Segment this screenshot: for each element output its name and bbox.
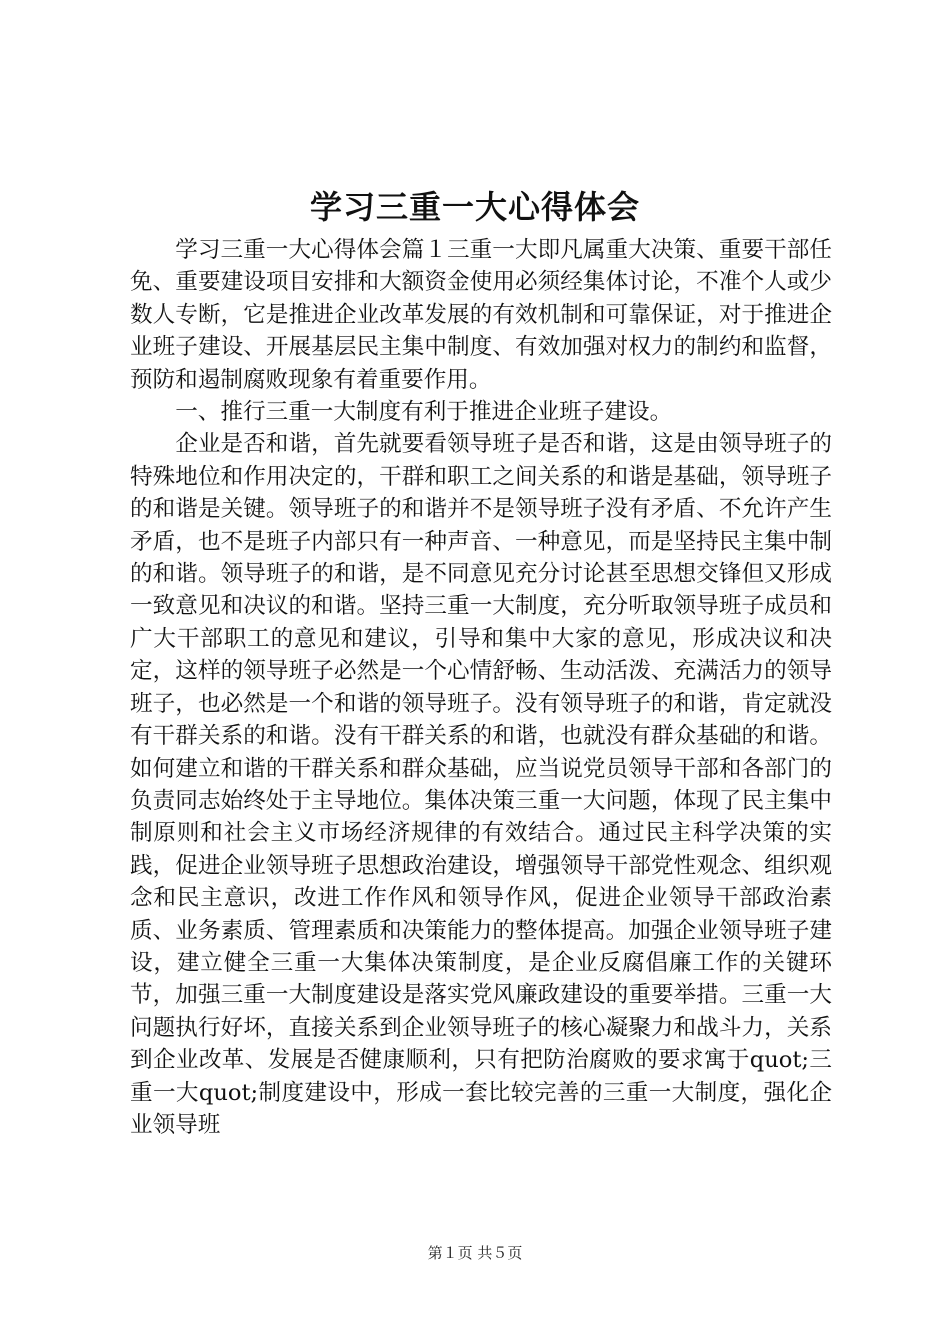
document-title: 学习三重一大心得体会 — [309, 188, 640, 226]
paragraph-main: 企业是否和谐，首先就要看领导班子是否和谐，这是由领导班子的特殊地位和作用决定的，干群和职工之间关系的和谐是基础，领导班子的和谐是关键。领导班子的和谐并不是领导班子没有矛盾、不允许产生矛盾，也不是班子内部只有一种声音、一种意见，而是坚持民主集中制的和谐。领导班子的和谐，是不同意见充分讨论甚至思想交锋但又形成一致意见和决议的和谐。坚持三重一大制度，充分听取领导班子成员和广大干部职工的意见和建议，引导和集中大家的意见，形成决议和决定，这样的领导班子必然是一个心情舒畅、生动活泼、充满活力的领导班子，也必然是一个和谐的领导班子。没有领导班子的和谐，肯定就没有干群关系的和谐。没有干群关系的和谐，也就没有群众基础的和谐。如何建立和谐的干群关系和群众基础，应当说党员领导干部和各部门的负责同志始终处于主导地位。集体决策三重一大问题，体现了民主集中制原则和社会主义市场经济规律的有效结合。通过民主科学决策的实践，促进企业领导班子思想政治建设，增强领导干部党性观念、组织观念和民主意识，改进工作作风和领导作风，促进企业领导干部政治素质、业务素质、管理素质和决策能力的整体提高。加强企业领导班子建设，建立健全三重一大集体决策制度，是企业反腐倡廉工作的关键环节，加强三重一大制度建设是落实党风廉政建设的重要举措。三重一大问题执行好坏，直接关系到企业领导班子的核心凝聚力和战斗力，关系到企业改革、发展是否健康顺利，只有把防治腐败的要求寓于quot;三重一大quot;制度建设中，形成一套比较完善的三重一大制度，强化企业领导班 — [130, 431, 832, 1138]
paragraph-section-heading: 一、推行三重一大制度有利于推进企业班子建设。 — [175, 399, 673, 426]
paragraph-intro: 学习三重一大心得体会篇１三重一大即凡属重大决策、重要干部任免、重要建设项目安排和大额资金使用必须经集体讨论，不准个人或少数人专断，它是推进企业改革发展的有效机制和可靠保证，对于推进企业班子建设、开展基层民主集中制度、有效加强对权力的制约和监督，预防和遏制腐败现象有着重要作用。 — [130, 237, 832, 393]
page-number-footer: 第１页 共５页 — [427, 1244, 523, 1262]
document-body — [130, 234, 832, 1141]
